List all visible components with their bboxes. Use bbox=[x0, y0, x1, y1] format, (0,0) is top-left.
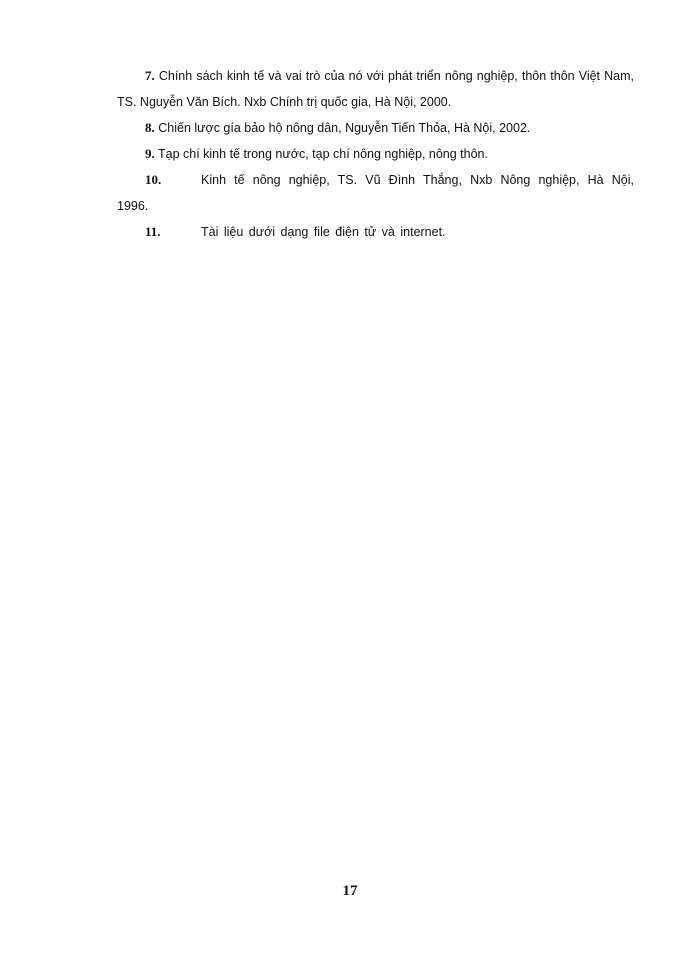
reference-text: Chính sách kinh tế và vai trò của nó với phát triển nông nghiệp, thôn thôn Việt Nam, TS. Nguyễn Văn Bích. Nxb Chính trị quốc gia, Hà Nội, 2000. bbox=[117, 69, 634, 109]
reference-item bbox=[117, 115, 634, 141]
reference-text: Chiến lược gía bảo hộ nông dân, Nguyễn Tiến Thỏa, Hà Nội, 2002. bbox=[158, 121, 531, 135]
reference-number: 9. bbox=[145, 146, 155, 161]
reference-item bbox=[117, 219, 634, 245]
reference-number: 7. bbox=[145, 68, 155, 83]
reference-text: Tài liệu dưới dạng file điện tử và internet. bbox=[201, 225, 446, 239]
reference-list bbox=[117, 63, 634, 245]
reference-text: Kinh tế nông nghiệp, TS. Vũ Đình Thắng, Nxb Nông nghiệp, Hà Nội, 1996. bbox=[117, 173, 634, 213]
reference-number: 10. bbox=[145, 172, 162, 187]
reference-number: 8. bbox=[145, 120, 155, 135]
page-number: 17 bbox=[342, 883, 358, 899]
reference-number: 11. bbox=[145, 224, 161, 239]
reference-item bbox=[117, 167, 634, 219]
reference-item bbox=[117, 141, 634, 167]
reference-text: Tạp chí kinh tế trong nước, tạp chí nông nghiệp, nông thôn. bbox=[158, 147, 488, 161]
reference-item bbox=[117, 63, 634, 115]
